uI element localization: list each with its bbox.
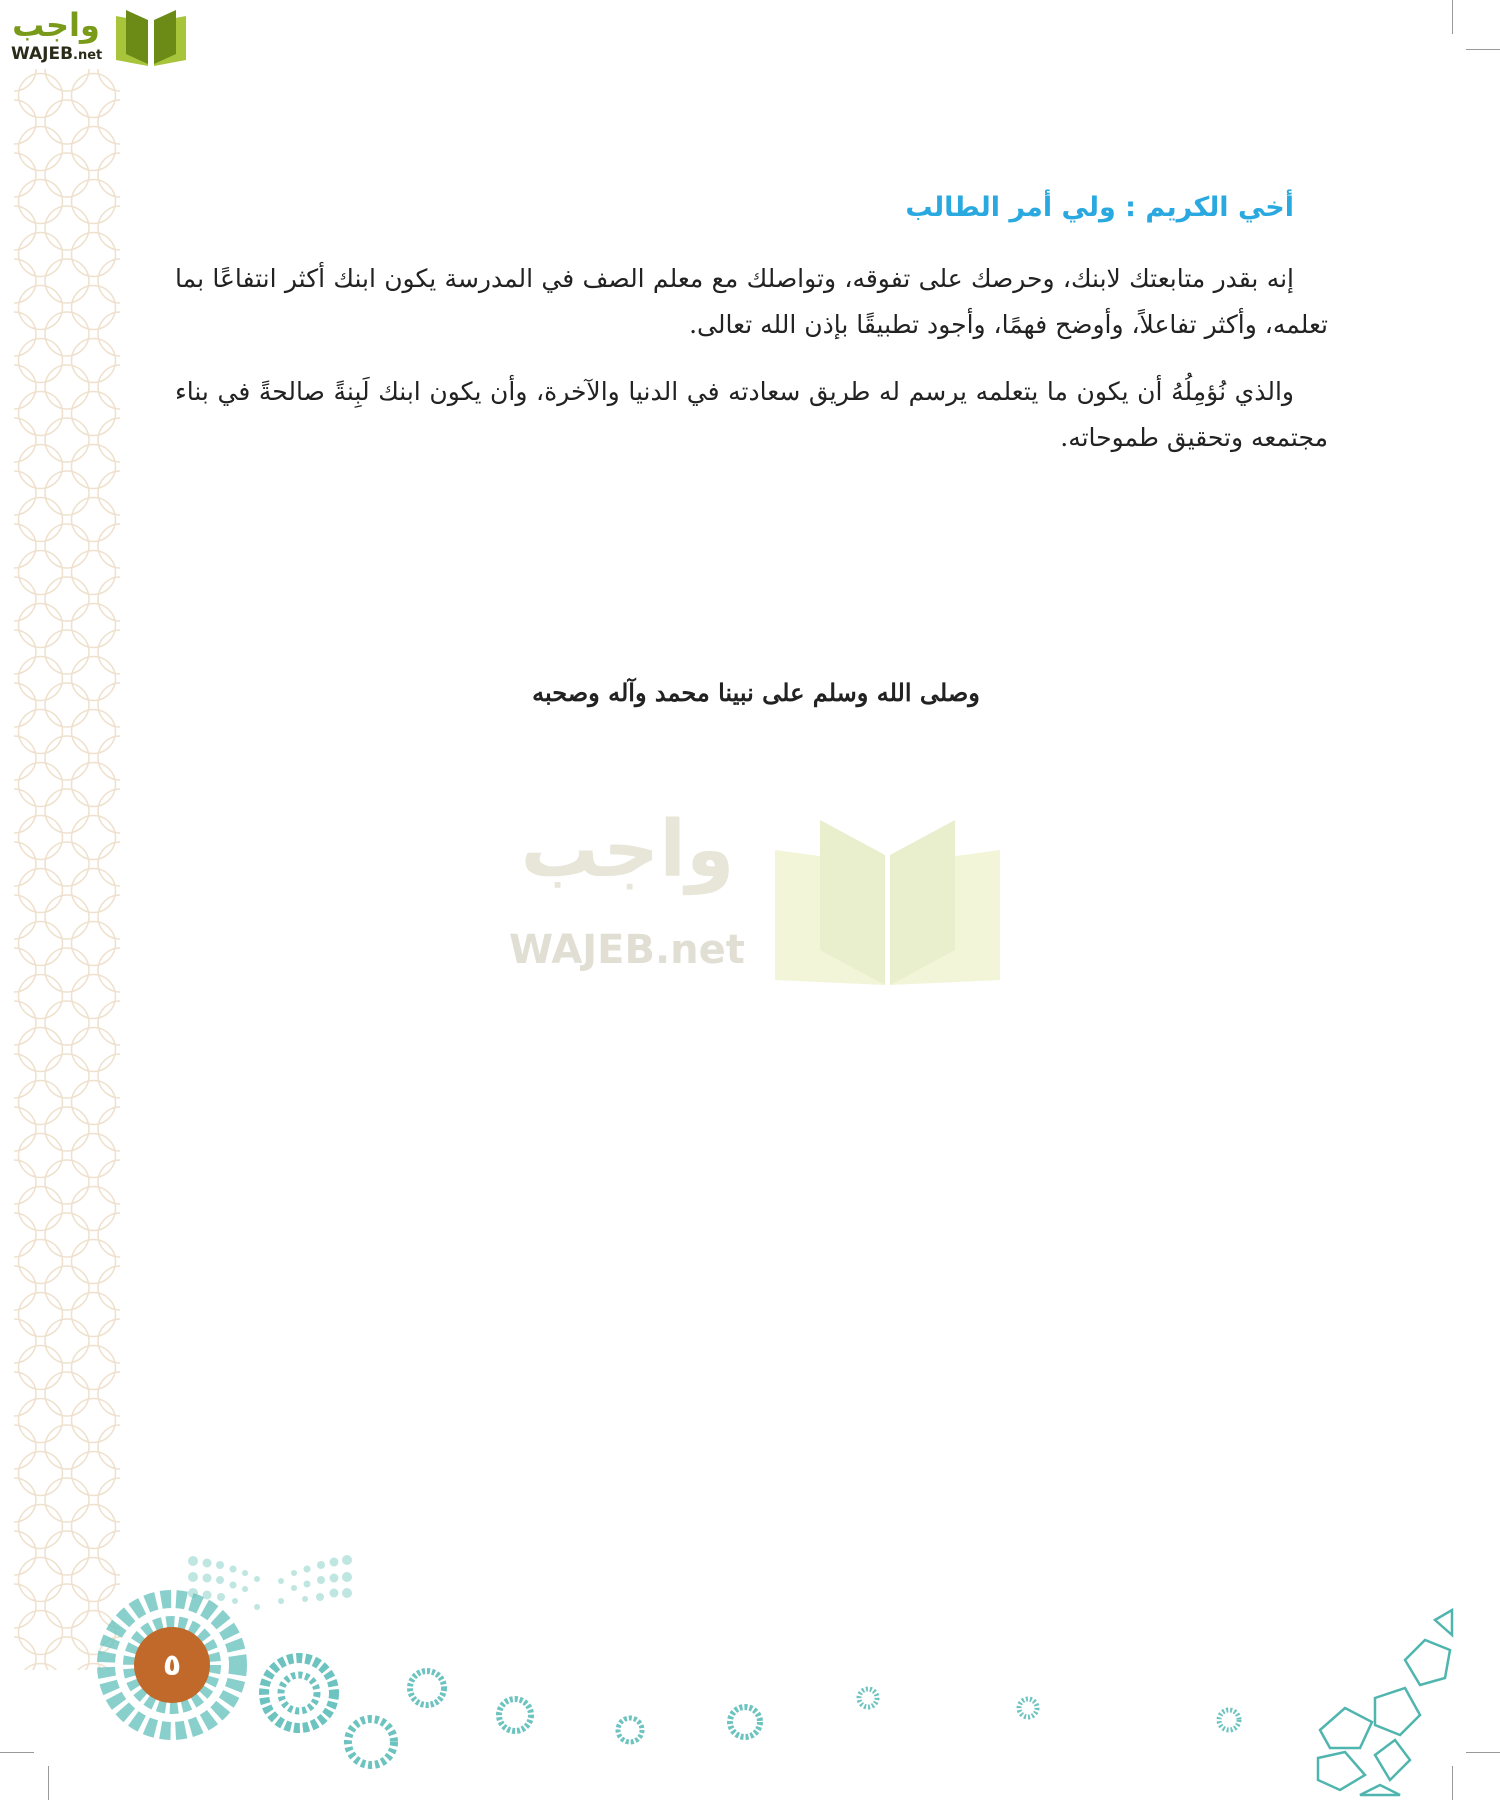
wajeb-logo: [8, 4, 193, 70]
crop-mark: [1452, 0, 1453, 34]
paragraph-2: والذي نُؤمِلُهُ أن يكون ما يتعلمه يرسم له طريق سعادته في الدنيا والآخرة، وأن يكون ابنك لَبِنةً صالحةً في بناء مجتمعه وتحقيق طموحاته.: [175, 377, 1328, 452]
page-number-badge: ٥: [134, 1627, 210, 1703]
closing-line: [2, 678, 1500, 707]
svg-text:واجب: واجب: [12, 6, 100, 44]
crop-mark: [1466, 49, 1500, 50]
teal-rosettes: [0, 1580, 1500, 1800]
book-icon: [775, 815, 1000, 985]
watermark-latin: WAJEB.net: [509, 927, 745, 973]
greeting-heading: أخي الكريم : ولي أمر الطالب: [905, 192, 1294, 223]
watermark-arabic: واجب: [520, 805, 735, 895]
watermark: [505, 805, 1000, 990]
svg-text:WAJEB.net: WAJEB.net: [11, 44, 103, 64]
paragraph-1: إنه بقدر متابعتك لابنك، وحرصك على تفوقه، وتواصلك مع معلم الصف في المدرسة يكون ابنك أكثر انتفاعًا بما تعلمه، وأكثر تفاعلاً، وأوضح فهمًا، وأجود تطبيقًا بإذن الله تعالى.: [175, 264, 1328, 339]
decorative-border-pattern: [14, 69, 120, 1670]
closing-text: وصلى الله وسلم على نبينا محمد وآله وصحبه: [532, 678, 980, 707]
